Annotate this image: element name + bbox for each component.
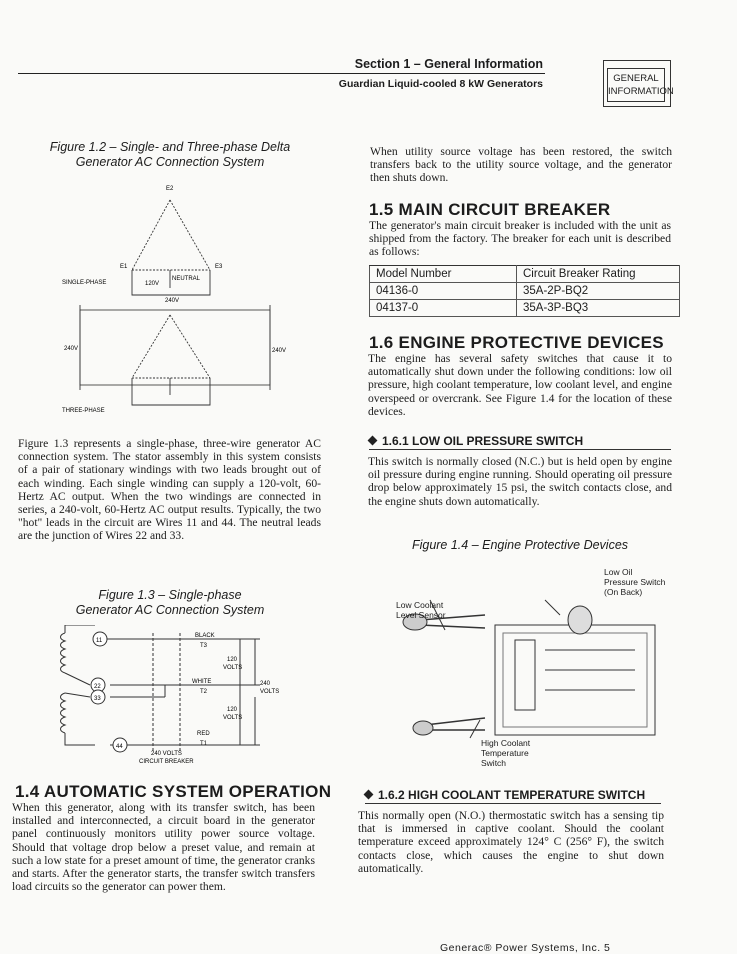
model-cell: 04137-0 bbox=[370, 300, 517, 317]
figure-1-3-caption bbox=[20, 588, 320, 618]
t3-label: T3 bbox=[200, 643, 208, 649]
e1-label: E1 bbox=[120, 264, 128, 270]
figure-1-2-caption bbox=[20, 140, 320, 170]
low-oil-line3: (On Back) bbox=[604, 587, 643, 597]
low-oil-label bbox=[604, 567, 665, 597]
caption-line1: Figure 1.3 – Single-phase bbox=[98, 588, 242, 602]
white-label: WHITE bbox=[192, 679, 212, 685]
v120-label: 120V bbox=[145, 281, 160, 287]
neutral-label: NEUTRAL bbox=[172, 276, 201, 282]
table-row bbox=[370, 300, 680, 317]
section-1-5-body: The generator's main circuit breaker is included with the unit as shipped from the factory. The breaker for each unit is described as follows: bbox=[369, 219, 671, 259]
col-rating-header: Circuit Breaker Rating bbox=[517, 266, 680, 283]
section-tab bbox=[603, 60, 674, 107]
e2-label: E2 bbox=[166, 186, 174, 192]
model-cell: 04136-0 bbox=[370, 283, 517, 300]
red-label: RED bbox=[197, 731, 210, 737]
section-1-5-heading: 1.5 MAIN CIRCUIT BREAKER bbox=[369, 200, 611, 219]
low-coolant-label bbox=[396, 600, 446, 620]
caption-line1: Figure 1.2 – Single- and Three-phase Delta bbox=[49, 140, 291, 154]
oil-switch-icon bbox=[568, 606, 592, 634]
high-coolant-line1: High Coolant bbox=[481, 738, 531, 748]
rating-cell: 35A-3P-BQ3 bbox=[517, 300, 680, 317]
e3-label: E3 bbox=[215, 264, 223, 270]
low-coolant-line2: Level Sensor bbox=[396, 610, 446, 620]
wire-33-label: 33 bbox=[94, 696, 101, 702]
figure-1-4-caption: Figure 1.4 – Engine Protective Devices bbox=[411, 538, 629, 552]
v120a-label: 120 bbox=[227, 657, 238, 663]
diamond-bullet-icon bbox=[368, 436, 378, 446]
section-title: Section 1 – General Information bbox=[354, 57, 543, 71]
v120b-label: 120 bbox=[227, 707, 238, 713]
figure-1-3-paragraph: Figure 1.3 represents a single-phase, three-wire generator AC connection system. The stator assembly in this system consists of a pair of stationary windings with two leads brought out of each winding. Each single winding can supply a 120-volt, 60-Hertz AC output. When the two windings are connected in series, a 240-volt, 60-Hertz AC output results. Typically, the two "hot" leads in the circuit are Wires 11 and 44. The neutral leads are the junction of Wires 22 and 33. bbox=[18, 437, 321, 543]
t1-label: T1 bbox=[200, 741, 208, 747]
figure-1-2-diagram bbox=[60, 180, 320, 420]
volts-b-label: VOLTS bbox=[260, 689, 280, 695]
section-1-6-heading: 1.6 ENGINE PROTECTIVE DEVICES bbox=[369, 333, 664, 352]
section-1-6-2-heading bbox=[365, 788, 661, 804]
header-rule bbox=[18, 73, 545, 74]
utility-restored-paragraph: When utility source voltage has been restored, the switch transfers back to the utility source voltage, and the generator then shuts down. bbox=[370, 145, 672, 185]
single-phase-label: SINGLE-PHASE bbox=[62, 280, 107, 286]
v240-left-label: 240V bbox=[64, 346, 79, 352]
section-1-4-body: When this generator, along with its transfer switch, has been installed and interconnected, a circuit board in the generator panel continuously monitors utility power source voltage. Should that voltage drop below a preset value, and remain at such a low state for a preset amount of time, the generator cranks and starts. After the generator starts, the transfer switch transfers load circuits so the generator can power them. bbox=[12, 801, 315, 894]
section-1-6-1-heading bbox=[369, 434, 671, 450]
section-1-6-body: The engine has several safety switches that cause it to automatically shut down under the following conditions: low oil pressure, high coolant temperature, low coolant level, and engine overspeed or overcrank. See Figure 1.4 for the location of these devices. bbox=[368, 352, 672, 418]
low-coolant-line1: Low Coolant bbox=[396, 600, 444, 610]
section-1-6-2-body: This normally open (N.O.) thermostatic switch has a sensing tip that is immersed in captive coolant. Should the coolant temperature exceed approximately 124° C (256° F), the switch contacts close, which causes the engine to shut down automatically. bbox=[358, 809, 664, 875]
three-phase-label: THREE-PHASE bbox=[62, 408, 105, 414]
section-1-6-1-body: This switch is normally closed (N.C.) but is held open by engine oil pressure during engine running. Should operating oil pressure drop below approximately 15 psi, the switch contacts close, and the engine shuts down automatically. bbox=[368, 455, 672, 508]
high-coolant-line3: Switch bbox=[481, 758, 507, 768]
v240-label: 240V bbox=[165, 298, 180, 304]
low-oil-line1: Low Oil bbox=[604, 567, 633, 577]
breaker-table bbox=[369, 265, 680, 317]
figure-1-3-diagram bbox=[55, 625, 295, 765]
diamond-bullet-icon bbox=[364, 790, 374, 800]
volts-a-label: VOLTS bbox=[223, 665, 243, 671]
breaker-volts-label: 240 VOLTS bbox=[151, 751, 182, 757]
section-1-4-heading: 1.4 AUTOMATIC SYSTEM OPERATION bbox=[15, 782, 332, 801]
table-header-row bbox=[370, 266, 680, 283]
caption-line2: Generator AC Connection System bbox=[75, 155, 265, 169]
wire-22-label: 22 bbox=[94, 684, 101, 690]
wire-44-label: 44 bbox=[116, 744, 123, 750]
heading-text: 1.6.1 LOW OIL PRESSURE SWITCH bbox=[382, 434, 584, 448]
page-footer: Generac® Power Systems, Inc. 5 bbox=[440, 942, 611, 954]
high-coolant-line2: Temperature bbox=[481, 748, 529, 758]
caption-line2: Generator AC Connection System bbox=[75, 603, 265, 617]
tab-line1: GENERAL bbox=[613, 73, 659, 84]
v240-right-label: 240V bbox=[272, 348, 287, 354]
high-coolant-label bbox=[481, 738, 530, 768]
v240-label: 240 bbox=[260, 681, 271, 687]
t2-label: T2 bbox=[200, 689, 208, 695]
low-oil-line2: Pressure Switch bbox=[604, 577, 666, 587]
tab-line2: INFORMATION bbox=[608, 86, 674, 97]
rating-cell: 35A-2P-BQ2 bbox=[517, 283, 680, 300]
black-label: BLACK bbox=[195, 633, 215, 639]
wire-11-label: 11 bbox=[96, 638, 103, 644]
col-model-header: Model Number bbox=[370, 266, 517, 283]
breaker-label: CIRCUIT BREAKER bbox=[139, 759, 194, 765]
coolant-temp-switch-icon bbox=[413, 721, 433, 735]
table-row bbox=[370, 283, 680, 300]
volts-c-label: VOLTS bbox=[223, 715, 243, 721]
heading-text: 1.6.2 HIGH COOLANT TEMPERATURE SWITCH bbox=[378, 788, 646, 802]
section-subtitle: Guardian Liquid-cooled 8 kW Generators bbox=[338, 78, 543, 90]
